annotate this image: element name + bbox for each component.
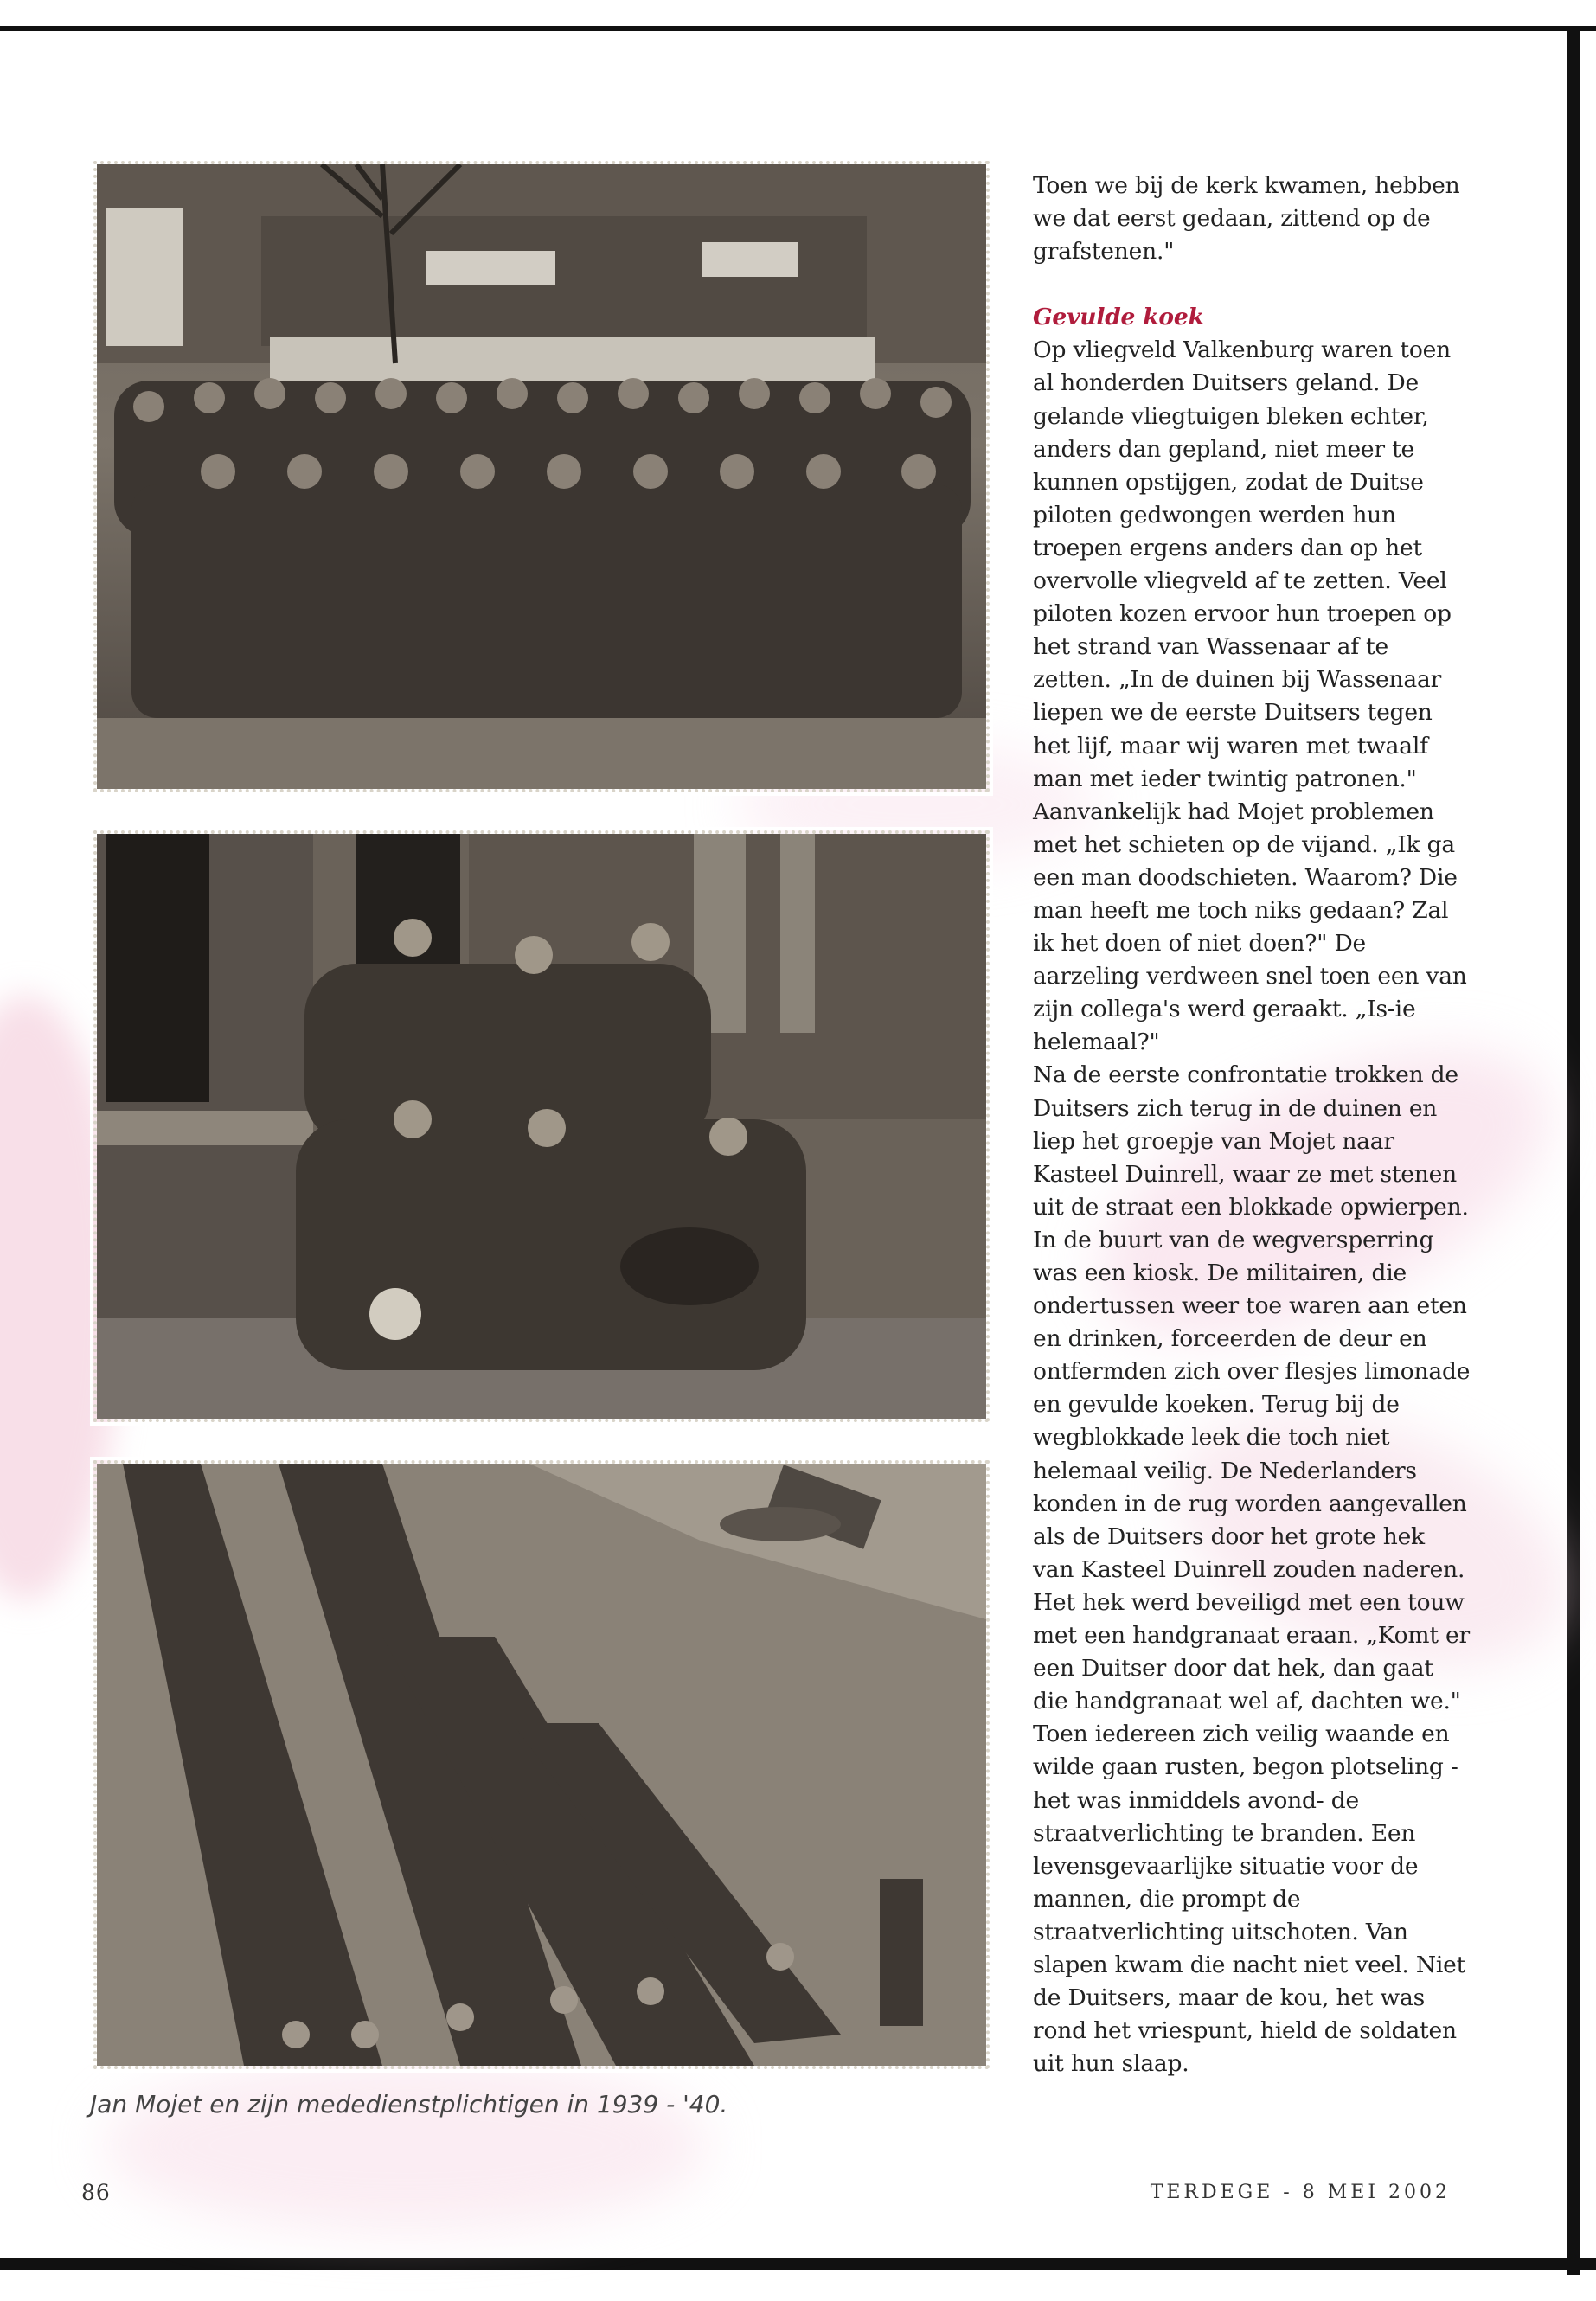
scan-border-right (1567, 26, 1580, 2275)
article-paragraph: Toen we bij de kerk kwamen, hebben we dat eerst gedaan, zittend op de grafstenen." (1033, 172, 1460, 266)
photo-caption: Jan Mojet en zijn mededienstplichtigen in 1939 - '40. (90, 2090, 728, 2118)
scan-border-bottom (0, 2258, 1596, 2270)
page-number: 86 (81, 2180, 111, 2205)
scan-border-top (0, 26, 1596, 31)
section-subheading: Gevulde koek (1033, 304, 1204, 331)
photo-soldiers-in-formation (93, 1460, 990, 2069)
pink-decoration (104, 2059, 709, 2232)
article-column (1033, 170, 1471, 2080)
photo-soldiers-with-guitar (93, 830, 990, 1422)
group-photo-soldiers-seated (93, 161, 990, 792)
article-paragraph: Toen iedereen zich veilig waande en wilde gaan rusten, begon plotseling -het was inmiddels avond- de straatverlichting te branden. Een levensgevaarlijke situatie voor de mannen, die prompt de straatverlichting uitschoten. Van slapen kwam die nacht niet veel. Niet de Duitsers, maar de kou, het was rond het vriespunt, hield de soldaten uit hun slaap. (1033, 1721, 1466, 2078)
publication-footer: TERDEGE - 8 MEI 2002 (1150, 2182, 1451, 2203)
article-paragraph: Op vliegveld Valkenburg waren toen al honderden Duitsers geland. De gelande vliegtuigen bleken echter, anders dan gepland, niet meer te kunnen opstijgen, zodat de Duitse piloten gedwongen werden hun troepen ergens anders dan op het overvolle vliegveld af te zetten. Veel piloten kozen ervoor hun troepen op het strand van Wassenaar af te zetten. „In de duinen bij Wassenaar liepen we de eerste Duitsers tegen het lijf, maar wij waren met twaalf man met ieder twintig patronen." Aanvankelijk had Mojet problemen met het schieten op de vijand. „Ik ga een man doodschieten. Waarom? Die man heeft me toch niks gedaan? Zal ik het doen of niet doen?" De aarzeling verdween snel toen een van zijn collega's werd geraakt. „Is-ie helemaal?" (1033, 336, 1467, 1056)
article-paragraph: Na de eerste confrontatie trokken de Duitsers zich terug in de duinen en liep het groepje van Mojet naar Kasteel Duinrell, waar ze met stenen uit de straat een blokkade opwierpen. In de buurt van de wegversperring was een kiosk. De militairen, die ondertussen weer toe waren aan eten en drinken, forceerden de deur en ontfermden zich over flesjes limonade en gevulde koeken. Terug bij de wegblokkade leek die toch niet helemaal veilig. De Nederlanders konden in de rug worden aangevallen als de Duitsers door het grote hek van Kasteel Duinrell zouden naderen. Het hek werd beveiligd met een touw met een handgranaat eraan. „Komt er een Duitser door dat hek, dan gaat die handgranaat wel af, dachten we." (1033, 1061, 1471, 1715)
